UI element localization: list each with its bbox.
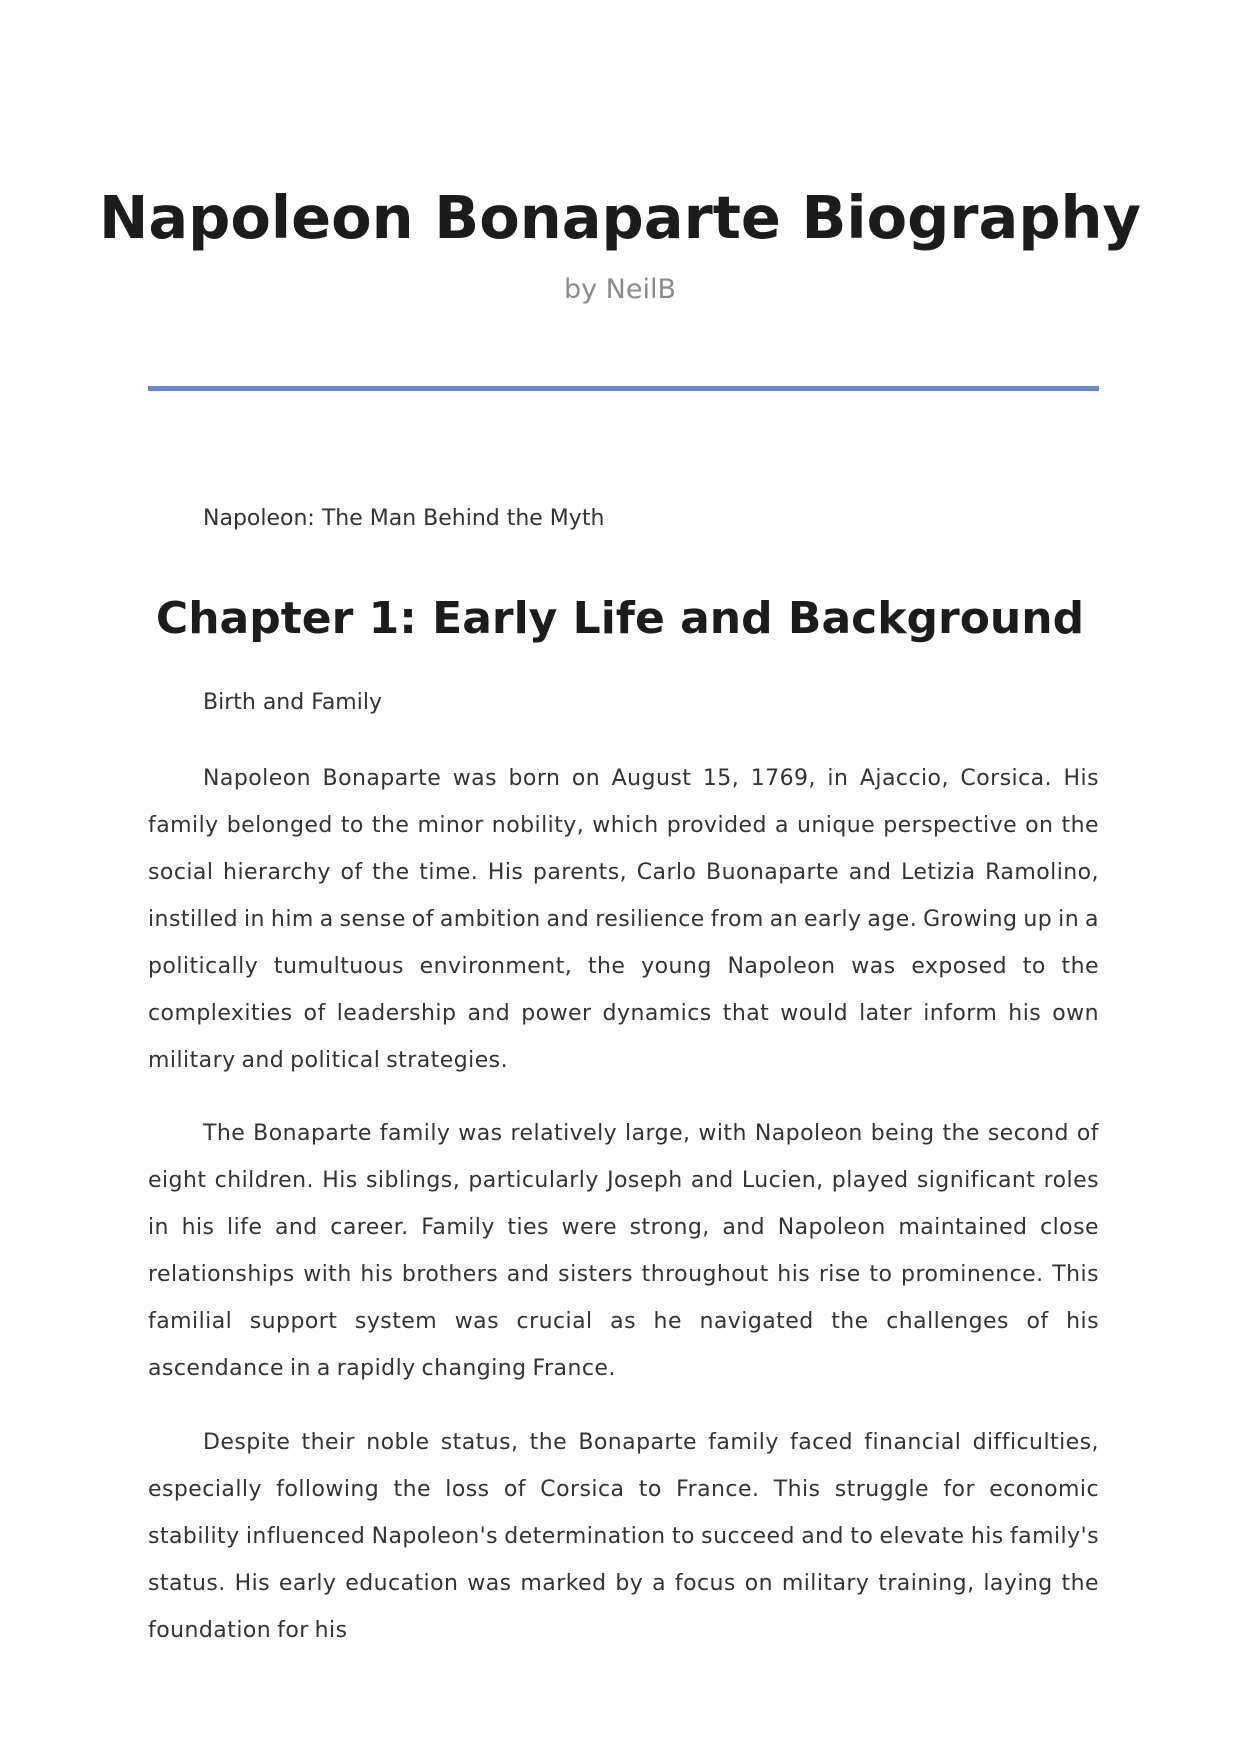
body-paragraph: Napoleon Bonaparte was born on August 15, 1769, in Ajaccio, Corsica. His family belonged to the minor nobility, which provided a unique perspective on the social hierarchy of the time. His parents, Carlo Buonaparte and Letizia Ramolino, instilled in him a sense of ambition and resilience from an early age. Growing up in a politically tumultuous environment, the young Napoleon was exposed to the complexities of leadership and power dynamics that would later inform his own military and political strategies. [148, 766, 1099, 1073]
chapter-heading: Chapter 1: Early Life and Background [155, 593, 1085, 644]
section-heading: Birth and Family [203, 690, 382, 715]
author-byline: by NeilB [563, 274, 677, 305]
body-paragraph: The Bonaparte family was relatively large, with Napoleon being the second of eight children. His siblings, particularly Joseph and Lucien, played significant roles in his life and career. Family ties were strong, and Napoleon maintained close relationships with his brothers and sisters throughout his rise to prominence. This familial support system was crucial as he navigated the challenges of his ascendance in a rapidly changing France. [148, 1121, 1099, 1381]
document-subtitle: Napoleon: The Man Behind the Myth [203, 506, 605, 531]
document-title: Napoleon Bonaparte Biography [98, 183, 1142, 252]
title-divider [148, 386, 1099, 391]
body-paragraph: Despite their noble status, the Bonaparte family faced financial difficulties, especially following the loss of Corsica to France. This struggle for economic stability influenced Napoleon's determination to succeed and to elevate his family's status. His early education was marked by a focus on military training, laying the foundation for his [148, 1430, 1099, 1643]
